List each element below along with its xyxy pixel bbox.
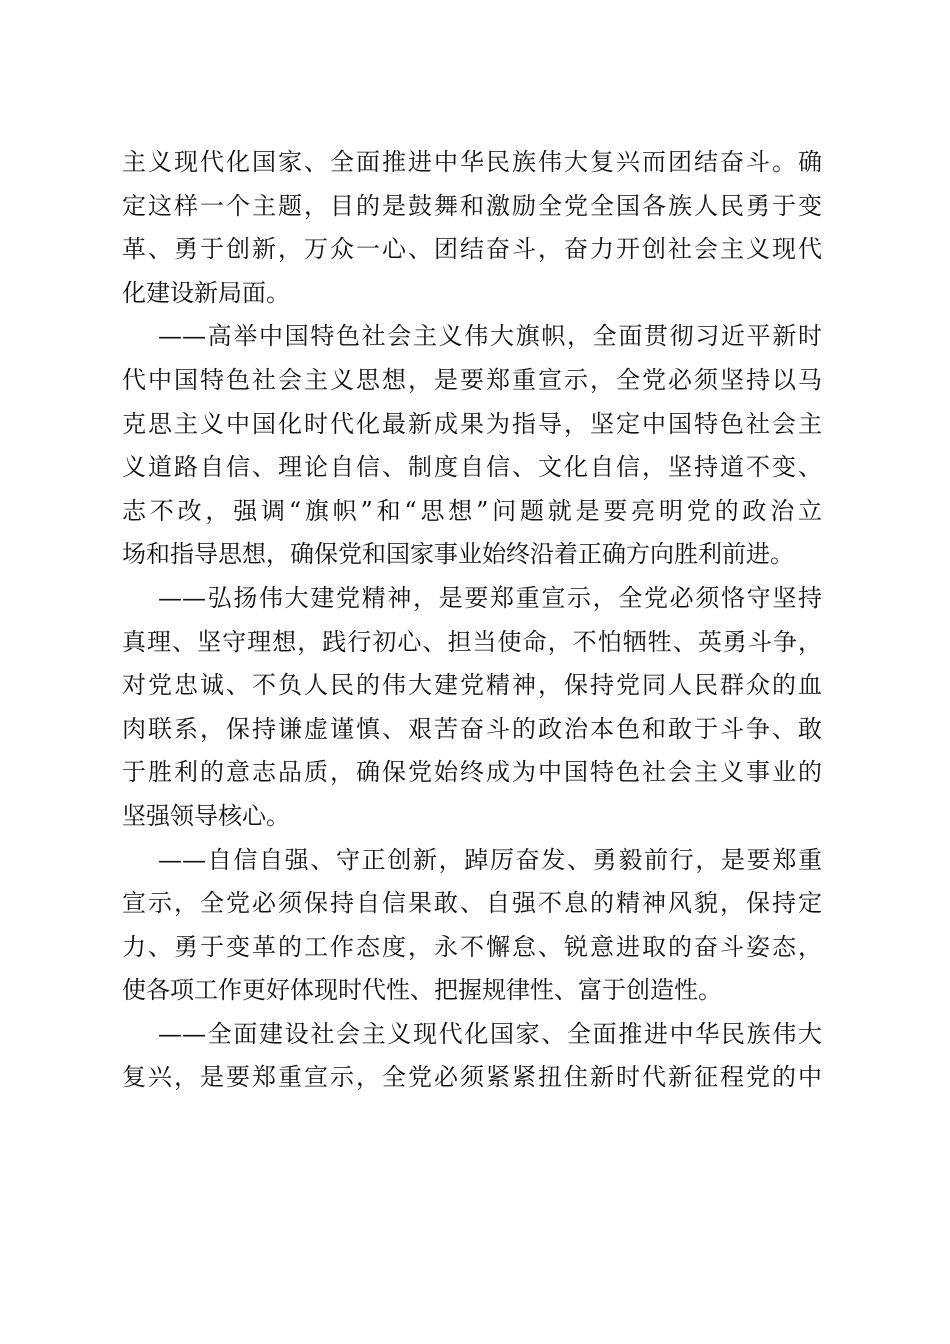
text-line: 场和指导思想，确保党和国家事业始终沿着正确方向胜利前进。 [122, 540, 794, 569]
text-line: 主义现代化国家、全面推进中华民族伟大复兴而团结奋斗。确 [122, 148, 822, 176]
text-line: 肉联系，保持谦虚谨慎、艰苦奋斗的政治本色和敢于斗争、敢 [122, 714, 822, 743]
text-line: ——全面建设社会主义现代化国家、全面推进中华民族伟大 [158, 1019, 822, 1048]
text-line: 对党忠诚、不负人民的伟大建党精神，保持党同人民群众的血 [122, 671, 822, 700]
text-line: 宣示，全党必须保持自信果敢、自强不息的精神风貌，保持定 [122, 889, 822, 918]
text-line: 革、勇于创新，万众一心、团结奋斗，奋力开创社会主义现代 [122, 235, 822, 264]
text-line: 代中国特色社会主义思想，是要郑重宣示，全党必须坚持以马 [122, 365, 822, 394]
text-line: 志不改，强调“旗帜”和“思想”问题就是要亮明党的政治立 [122, 496, 822, 525]
text-line: ——弘扬伟大建党精神，是要郑重宣示，全党必须恪守坚持 [158, 583, 822, 612]
text-line: 义道路自信、理论自信、制度自信、文化自信，坚持道不变、 [122, 453, 822, 482]
text-line: 力、勇于变革的工作态度，永不懈怠、锐意进取的奋斗姿态， [122, 932, 822, 961]
text-line: 坚强领导核心。 [122, 801, 290, 830]
text-line: 化建设新局面。 [122, 278, 290, 307]
text-line: 复兴，是要郑重宣示，全党必须紧紧扭住新时代新征程党的中 [122, 1063, 822, 1092]
text-line: 使各项工作更好体现时代性、把握规律性、富于创造性。 [122, 976, 722, 1005]
text-line: ——高举中国特色社会主义伟大旗帜，全面贯彻习近平新时 [158, 322, 822, 351]
text-line: 于胜利的意志品质，确保党始终成为中国特色社会主义事业的 [122, 758, 822, 787]
text-line: 真理、坚守理想，践行初心、担当使命，不怕牺牲、英勇斗争， [122, 627, 822, 656]
text-line: 克思主义中国化时代化最新成果为指导，坚定中国特色社会主 [122, 409, 822, 438]
body-text [122, 141, 822, 1100]
text-line: ——自信自强、守正创新，踔厉奋发、勇毅前行，是要郑重 [158, 845, 822, 874]
text-line: 定这样一个主题，目的是鼓舞和激励全党全国各族人民勇于变 [122, 191, 822, 220]
